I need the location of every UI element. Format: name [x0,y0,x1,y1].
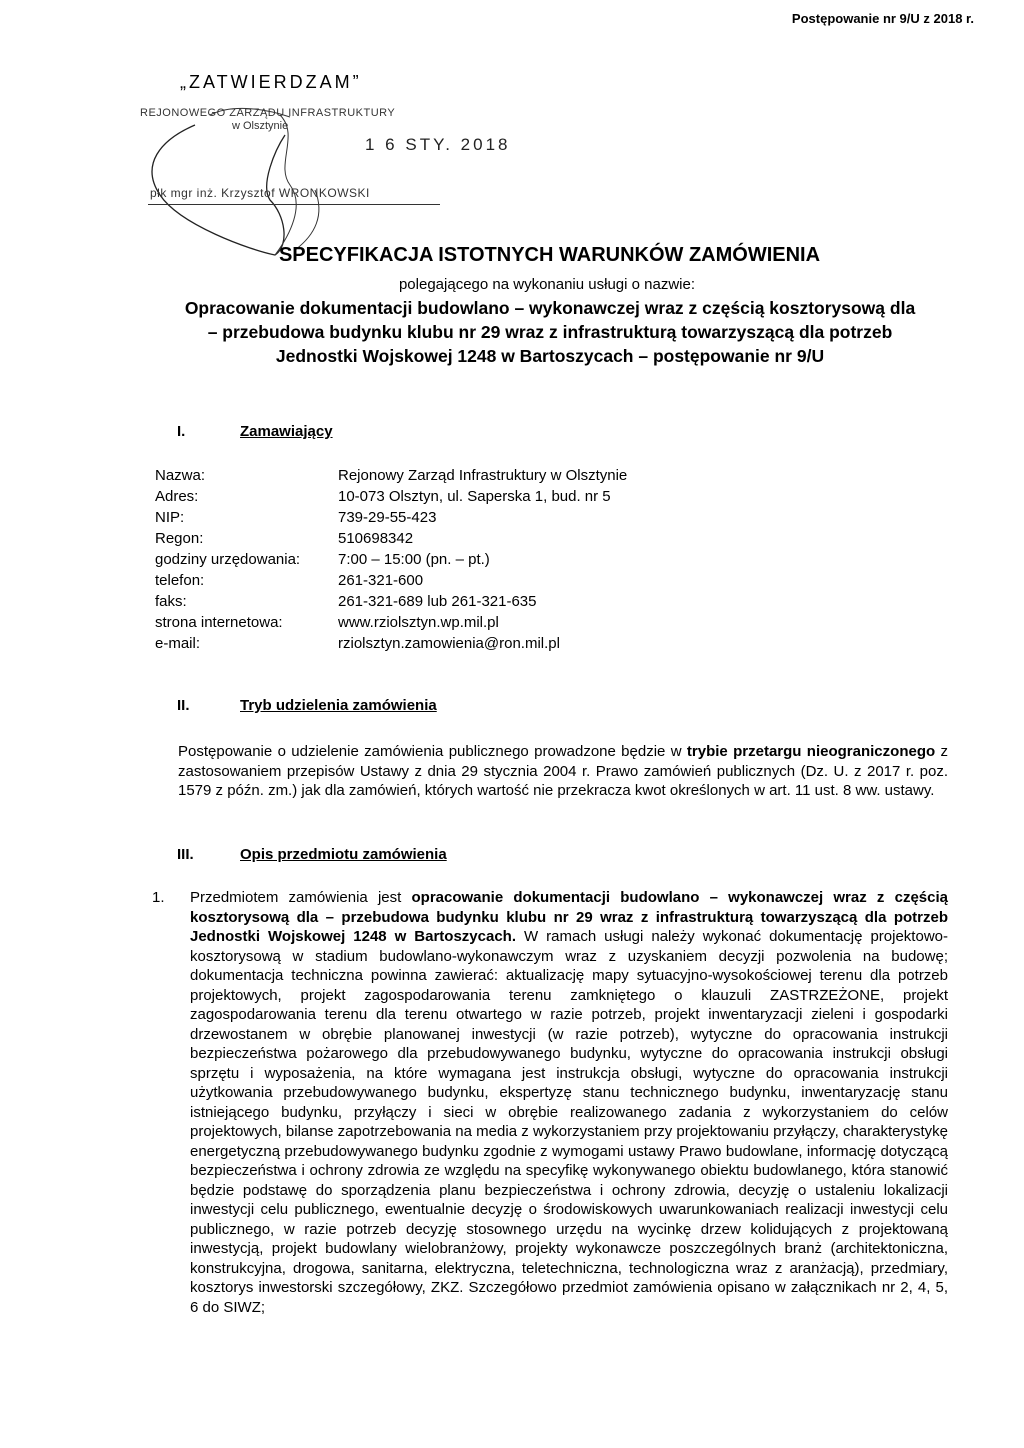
detail-label: e-mail: [155,635,201,652]
detail-value: 261-321-689 lub 261-321-635 [338,593,537,610]
stamp-underline [148,204,440,205]
procedure-paragraph [178,742,948,801]
detail-row [155,612,875,633]
detail-row [155,465,875,486]
detail-row [155,633,875,654]
section-number: I. [177,423,186,440]
detail-row [155,591,875,612]
section-number: II. [177,697,190,714]
detail-value: 261-321-600 [338,572,424,589]
detail-label: telefon: [155,572,205,589]
document-reference: Postępowanie nr 9/U z 2018 r. [791,11,974,26]
paragraph-text: Postępowanie o udzielenie zamówienia publicznego prowadzone będzie w [178,743,687,760]
paragraph-text: z zastosowaniem przepisów Ustawy z dnia 29 stycznia 2004 r. Prawo zamówień publicznych (Dz. U. z 2017 r. poz. 1579 z późn. zm.) jak dla zamówień, których wartość nie przekracza kwot określonych w art. 11 ust. 8 ww. ustawy. [178,743,949,799]
subject-line: – przebudowa budynku klubu nr 29 wraz z infrastrukturą towarzyszącą dla potrzeb [207,322,893,342]
section-title: Zamawiający [240,423,333,440]
approval-heading: „ZATWIERDZAM” [180,72,362,92]
contractor-details [155,465,875,654]
detail-value: Rejonowy Zarząd Infrastruktury w Olsztynie [338,467,628,484]
detail-row [155,486,875,507]
section-title: Opis przedmiotu zamówienia [240,846,447,863]
detail-label: Nazwa: [155,467,206,484]
subject-line: Opracowanie dokumentacji budowlano – wykonawczej wraz z częścią kosztorysową dla [184,298,916,318]
detail-label: strona internetowa: [155,614,283,631]
paragraph-text: Przedmiotem zamówienia jest [190,889,412,906]
detail-row [155,549,875,570]
detail-label: faks: [155,593,187,610]
stamp-city: w Olsztynie [232,120,289,132]
detail-value: www.rziolsztyn.wp.mil.pl [338,614,499,631]
document-title: SPECYFIKACJA ISTOTNYCH WARUNKÓW ZAMÓWIENIA [278,244,821,266]
detail-label: Adres: [155,488,199,505]
section-number: III. [177,846,194,863]
detail-label: godziny urzędowania: [155,551,301,568]
subject-description [190,888,948,1317]
stamp-signatory: płk mgr inż. Krzysztof WRONKOWSKI [150,186,370,200]
detail-value: 510698342 [338,530,414,547]
document-subject [150,296,950,368]
detail-value: rziolsztyn.zamowienia@ron.mil.pl [338,635,560,652]
section-title: Tryb udzielenia zamówienia [240,697,437,714]
paragraph-text: W ramach usługi należy wykonać dokumentację projektowo-kosztorysową w stadium budowlano-wykonawczym wraz z uzyskaniem decyzji pozwolenia na budowę; dokumentacja techniczna powinna zawierać: aktualizację mapy sytuacyjno-wysokościowej terenu dla potrzeb projektowych, projekt zagospodarowania terenu zamkniętego o klauzuli ZASTRZEŻONE, projekt zagospodarowania terenu dla terenu otwartego w razie potrzeb, projekt inwentaryzacji zieleni i gospodarki drzewostanem w obrębie planowanej inwestycji (w razie potrzeb), wytyczne do opracowania instrukcji bezpieczeństwa pożarowego dla przebudowywanego budynku, wytyczne do opracowania instrukcji obsługi sprzętu i wyposażenia, na które wymagana jest instrukcja obsługi, wytyczne do opracowania instrukcji użytkowania przebudowywanego budynku, ekspertyzę stanu technicznego budynku, inwentaryzację stanu istniejącego budynku, przyłączy i sieci w obrębie realizowanego zadania z wykorzystaniem do celów projektowych, bilanse zapotrzebowania na media z wykorzystaniem przy projektowaniu przyłączy, charakterystykę energetyczną przebudowywanego budynku zgodnie z wymogami ustawy Prawo budowlane, informację dotyczącą bezpieczeństwa i ochrony zdrowia ze względu na specyfikę wykonywanego obiektu budowlanego, która stanowić będzie podstawę do sporządzenia planu bezpieczeństwa i ochrony zdrowia, decyzję o ustaleniu lokalizacji inwestycji celu publicznego, ewentualnie decyzję o środowiskowych uwarunkowaniach realizacji inwestycji celu publicznego, w razie potrzeb decyzję stosownego urzędu na wycinkę drzew kolidujących z projektowaną inwestycją, projekt budowlany wielobranżowy, projekty wykonawcze poszczególnych branż (architektoniczna, konstrukcyjna, drogowa, sanitarna, elektryczna, teletechniczna, technologiczna wraz z aranżacją), przedmiary, kosztorys inwestorski szczegółowy, ZKZ. Szczegółowo przedmiot zamówienia opisano w załącznikach nr 2, 4, 5, 6 do SIWZ; [190,928,948,1316]
stamp-office: REJONOWEGO ZARZĄDU INFRASTRUKTURY [140,107,396,119]
detail-row [155,507,875,528]
paragraph-emphasis: opracowanie dokumentacji budowlano – wykonawczej wraz z częścią kosztorysową dla – przebudowa budynku klubu nr 29 wraz z infrastrukturą towarzyszącą dla potrzeb Jednostki Wojskowej 1248 w Bartoszycach. [190,889,948,945]
subject-line: Jednostki Wojskowej 1248 w Bartoszycach – postępowanie nr 9/U [275,346,825,366]
detail-value: 7:00 – 15:00 (pn. – pt.) [338,551,490,568]
detail-value: 10-073 Olsztyn, ul. Saperska 1, bud. nr 5 [338,488,611,505]
paragraph-emphasis: trybie przetargu nieograniczonego [686,743,936,760]
document-subtitle: polegającego na wykonaniu usługi o nazwie: [398,276,696,293]
detail-row [155,570,875,591]
detail-row [155,528,875,549]
detail-value: 739-29-55-423 [338,509,437,526]
stamp-date: 1 6 STY. 2018 [365,135,511,154]
detail-label: Regon: [155,530,204,547]
list-item-number: 1. [152,889,165,906]
detail-label: NIP: [155,509,185,526]
